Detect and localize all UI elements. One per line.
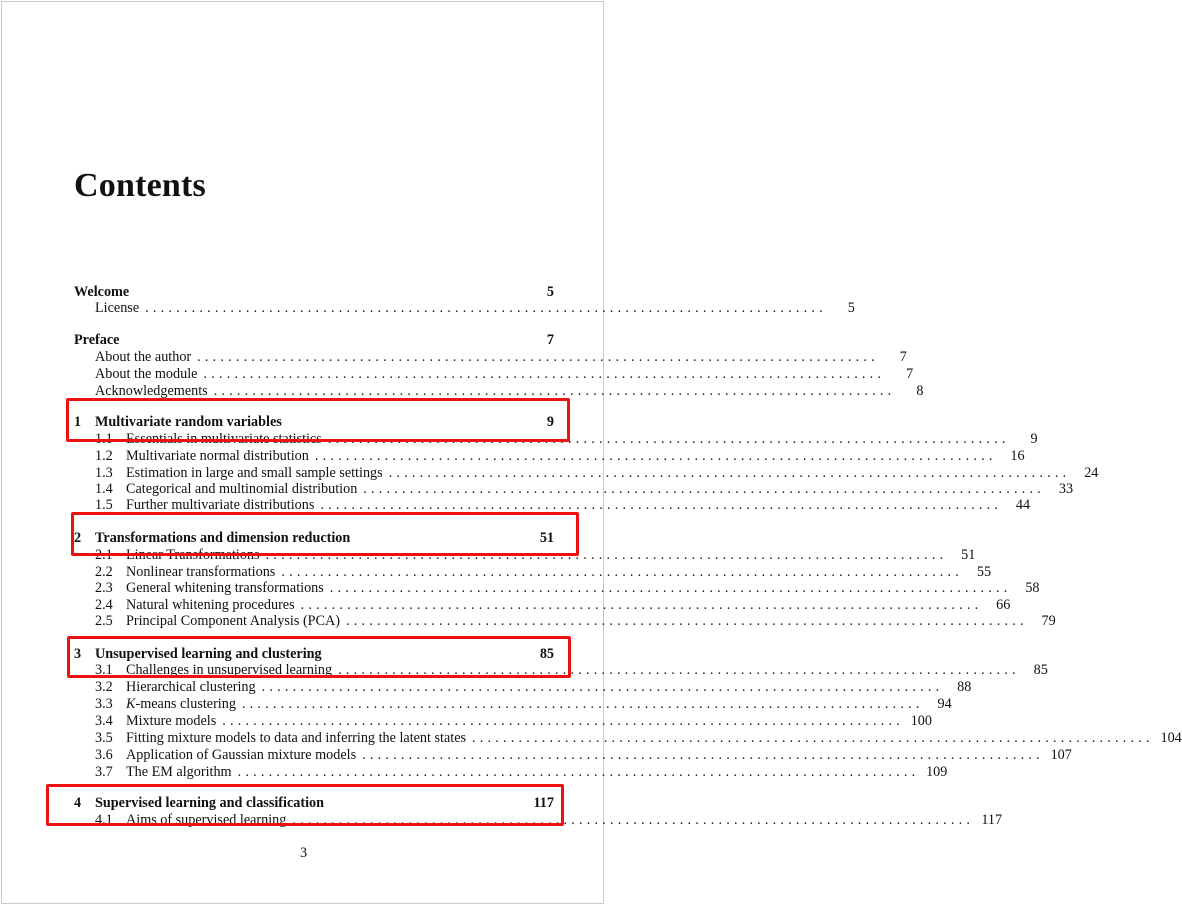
section-title: Nonlinear transformations [126, 564, 276, 580]
toc-page: 51 [539, 530, 554, 546]
toc-page: 94 [937, 696, 952, 712]
section-number: 2.2 [95, 564, 113, 580]
leader-dots: ........................................................................................ [338, 662, 1020, 678]
section-number: 1.3 [95, 465, 113, 481]
toc-entry-about-module[interactable] [74, 366, 914, 383]
toc-section-3-4[interactable] [74, 713, 932, 730]
section-number: 3.7 [95, 764, 113, 780]
toc-entry-welcome[interactable] [74, 284, 554, 301]
section-number: 2.4 [95, 597, 113, 613]
leader-dots: ........................................................................................ [213, 383, 896, 399]
toc-page: 5 [546, 284, 554, 300]
section-number: 3.3 [95, 696, 113, 712]
toc-section-2-2[interactable] [74, 564, 992, 581]
leader-dots: ........................................................................................ [241, 696, 924, 712]
toc-page: 66 [996, 597, 1011, 613]
toc-section-1-4[interactable] [74, 481, 1074, 498]
chapter-title: Multivariate random variables [95, 414, 282, 430]
toc-section-3-7[interactable] [74, 764, 948, 781]
leader-dots: ........................................................................................ [362, 747, 1044, 763]
section-number: 1.4 [95, 481, 113, 497]
leader-dots: ........................................................................................ [203, 366, 886, 382]
section-number: 1.5 [95, 497, 113, 513]
chapter-number: 4 [74, 795, 82, 811]
toc-entry-preface[interactable] [74, 332, 554, 349]
section-title: Estimation in large and small sample settings [126, 465, 383, 481]
section-title: Natural whitening procedures [126, 597, 295, 613]
section-title: Categorical and multinomial distribution [126, 481, 358, 497]
section-title: Multivariate normal distribution [126, 448, 309, 464]
leader-dots: ........................................................................................ [281, 564, 964, 580]
toc-section-2-5[interactable] [74, 613, 1056, 630]
toc-page: 7 [906, 366, 914, 382]
toc-page: 16 [1010, 448, 1025, 464]
section-number: 4.1 [95, 812, 113, 828]
toc-page: 107 [1050, 747, 1072, 763]
toc-page: 79 [1041, 613, 1056, 629]
chapter-number: 1 [74, 414, 82, 430]
section-number: 3.2 [95, 679, 113, 695]
toc-page: 55 [976, 564, 992, 580]
toc-label: Preface [74, 332, 120, 348]
toc-section-3-3[interactable] [74, 696, 952, 713]
section-title: Essentials in multivariate statistics [126, 431, 322, 447]
leader-dots: ........................................................................................ [222, 713, 904, 729]
toc-page: 8 [916, 383, 924, 399]
toc-label: About the module [95, 366, 198, 382]
toc-page: 85 [539, 646, 554, 662]
chapter-title: Supervised learning and classification [95, 795, 324, 811]
leader-dots: ........................................................................................ [314, 448, 997, 464]
page-number: 3 [299, 845, 308, 861]
leader-dots: ........................................................................................ [300, 597, 983, 613]
section-number: 3.6 [95, 747, 113, 763]
toc-page: 117 [981, 812, 1003, 828]
highlight-box-chapter-3 [67, 636, 571, 678]
leader-dots: ........................................................................................ [363, 481, 1046, 497]
section-title: Hierarchical clustering [126, 679, 256, 695]
toc-page: 109 [926, 764, 948, 780]
section-title: General whitening transformations [126, 580, 324, 596]
section-number: 3.4 [95, 713, 113, 729]
toc-section-3-5[interactable] [74, 730, 1182, 747]
leader-dots: ........................................................................................ [388, 465, 1071, 481]
toc-section-2-4[interactable] [74, 597, 1011, 614]
leader-dots: ........................................................................................ [346, 613, 1028, 629]
section-title: Application of Gaussian mixture models [126, 747, 357, 763]
highlight-box-chapter-4 [46, 784, 564, 826]
toc-page: 88 [957, 679, 972, 695]
toc-page: 104 [1160, 730, 1182, 746]
chapter-number: 3 [74, 646, 82, 662]
section-number: 2.5 [95, 613, 113, 629]
toc-label: Acknowledgements [95, 383, 208, 399]
section-number: 1.2 [95, 448, 113, 464]
toc-page: 5 [847, 300, 855, 316]
section-title: K-means clustering [126, 696, 236, 712]
section-title: Challenges in unsupervised learning [126, 662, 333, 678]
toc-entry-license[interactable] [74, 300, 855, 317]
leader-dots: ........................................................................................ [327, 431, 1010, 447]
toc-label: About the author [95, 349, 192, 365]
section-title: The EM algorithm [126, 764, 232, 780]
section-title: Further multivariate distributions [126, 497, 315, 513]
toc-label: License [95, 300, 140, 316]
chapter-number: 2 [74, 530, 82, 546]
toc-section-2-3[interactable] [74, 580, 1040, 597]
section-number: 2.1 [95, 547, 113, 563]
section-number: 3.5 [95, 730, 113, 746]
toc-page: 44 [1015, 497, 1031, 513]
section-number: 2.3 [95, 580, 113, 596]
toc-section-1-2[interactable] [74, 448, 1025, 465]
toc-section-3-6[interactable] [74, 747, 1072, 764]
toc-page: 9 [546, 414, 554, 430]
toc-page: 33 [1058, 481, 1074, 497]
chapter-title: Transformations and dimension reduction [95, 530, 351, 546]
toc-page: 9 [1030, 431, 1038, 447]
toc-page: 24 [1084, 465, 1099, 481]
toc-page: 100 [910, 713, 932, 729]
toc-label: Welcome [74, 284, 130, 300]
section-title: Fitting mixture models to data and inferring the latent states [126, 730, 467, 746]
toc-page: 58 [1025, 580, 1040, 596]
toc-page: 117 [533, 795, 554, 811]
section-title: Aims of supervised learning [126, 812, 287, 828]
page-title: Contents [74, 167, 206, 204]
leader-dots: ........................................................................................ [145, 300, 827, 316]
chapter-title: Unsupervised learning and clustering [95, 646, 322, 662]
leader-dots: ........................................................................................ [320, 497, 1003, 513]
toc-entry-about-author[interactable] [74, 349, 907, 366]
section-number: 1.1 [95, 431, 113, 447]
section-number: 3.1 [95, 662, 113, 678]
highlight-box-chapter-2 [71, 512, 579, 556]
section-title: Principal Component Analysis (PCA) [126, 613, 340, 629]
leader-dots: ........................................................................................ [265, 547, 948, 563]
leader-dots: ........................................................................................ [329, 580, 1012, 596]
highlight-box-chapter-1 [66, 398, 570, 442]
toc-page: 85 [1033, 662, 1048, 678]
leader-dots: ........................................................................................ [237, 764, 920, 780]
leader-dots: ........................................................................................ [261, 679, 944, 695]
leader-dots: ........................................................................................ [472, 730, 1154, 746]
toc-page: 51 [961, 547, 976, 563]
toc-page: 7 [546, 332, 554, 348]
section-title: Mixture models [126, 713, 217, 729]
toc-section-1-3[interactable] [74, 465, 1099, 482]
section-title: Linear Transformations [126, 547, 260, 563]
leader-dots: ........................................................................................ [197, 349, 879, 365]
leader-dots: ........................................................................................ [292, 812, 975, 828]
toc-page: 7 [899, 349, 907, 365]
toc-section-3-2[interactable] [74, 679, 972, 696]
